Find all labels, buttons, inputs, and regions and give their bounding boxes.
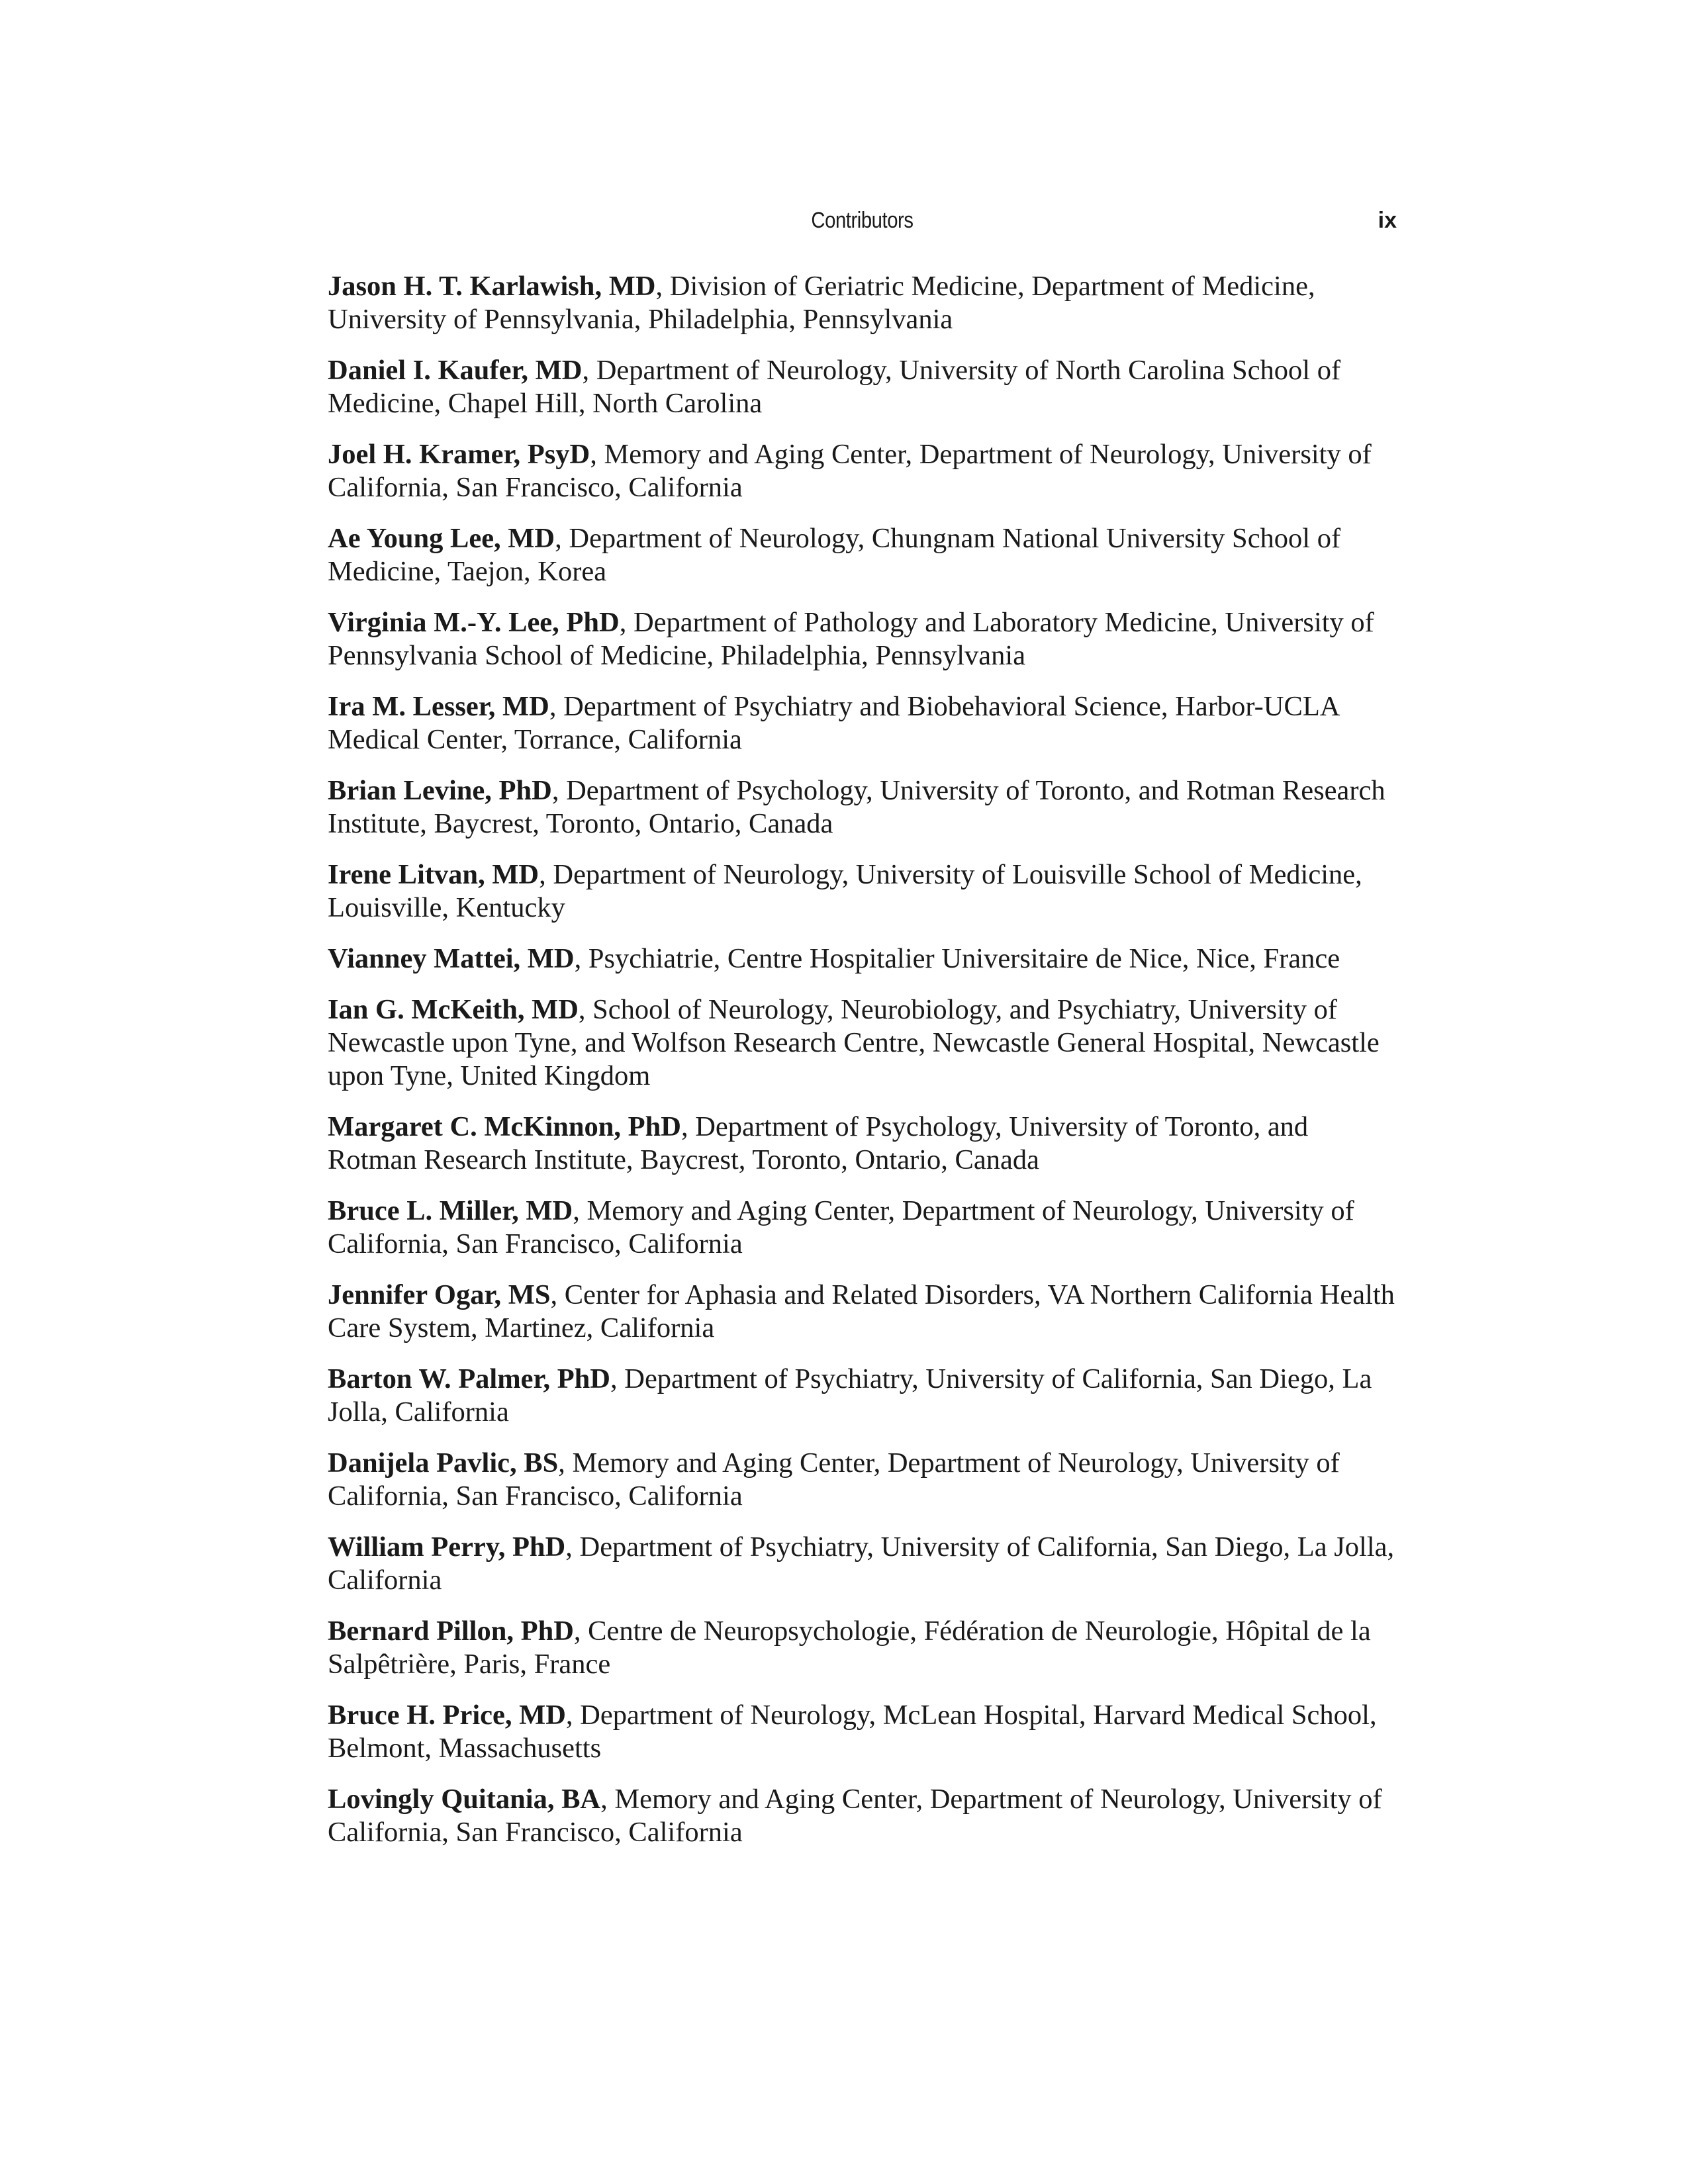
contributor-affiliation: , Division of Geriatric Medicine, Department of Medicine, University of Pennsylvania, Philadelphia, Pennsylvania (328, 271, 1315, 335)
contributor-entry (328, 690, 1397, 756)
contributor-affiliation: , Department of Psychiatry, University of California, San Diego, La Jolla, California (328, 1363, 1372, 1428)
contributor-affiliation: , Department of Psychiatry, University of California, San Diego, La Jolla, California (328, 1531, 1395, 1596)
contributor-name: Margaret C. McKinnon, PhD (328, 1111, 681, 1142)
page-number: ix (1378, 208, 1397, 233)
contributor-name: Vianney Mattei, MD (328, 943, 575, 974)
contributor-entry (328, 1363, 1397, 1429)
contributor-entry (328, 438, 1397, 504)
contributor-affiliation: , Department of Psychology, University of Toronto, and Rotman Research Institute, Baycrest, Toronto, Ontario, Canada (328, 775, 1385, 839)
contributor-entry (328, 774, 1397, 841)
contributor-name: Ae Young Lee, MD (328, 523, 555, 554)
contributor-entry (328, 270, 1397, 336)
contributor-name: Lovingly Quitania, BA (328, 1784, 601, 1815)
contributor-name: Brian Levine, PhD (328, 775, 552, 806)
contributor-entry (328, 1615, 1397, 1681)
contributor-entry (328, 1111, 1397, 1177)
contributor-name: Danijela Pavlic, BS (328, 1447, 559, 1479)
contributor-affiliation: , Department of Pathology and Laboratory Medicine, University of Pennsylvania School of Medicine, Philadelphia, Pennsylvania (328, 607, 1374, 671)
contributor-affiliation: , Department of Neurology, McLean Hospital, Harvard Medical School, Belmont, Massachusetts (328, 1700, 1377, 1764)
contributor-affiliation: , Department of Neurology, University of North Carolina School of Medicine, Chapel Hill, North Carolina (328, 355, 1341, 419)
contributor-entry (328, 942, 1397, 976)
contributor-entry (328, 354, 1397, 420)
contributor-name: Daniel I. Kaufer, MD (328, 355, 583, 386)
contributor-name: Virginia M.-Y. Lee, PhD (328, 607, 620, 638)
contributor-name: Jason H. T. Karlawish, MD (328, 271, 656, 302)
running-title: Contributors (811, 208, 914, 233)
contributor-affiliation: , Memory and Aging Center, Department of Neurology, University of California, San Francisco, California (328, 1447, 1340, 1512)
contributor-entry (328, 1195, 1397, 1261)
contributor-entry (328, 993, 1397, 1093)
contributor-affiliation: , Centre de Neuropsychologie, Fédération de Neurologie, Hôpital de la Salpêtrière, Paris, France (328, 1615, 1371, 1680)
contributor-list (328, 270, 1397, 1867)
contributor-affiliation: , Memory and Aging Center, Department of Neurology, University of California, San Francisco, California (328, 1195, 1354, 1259)
contributor-entry (328, 606, 1397, 672)
contributor-affiliation: , Memory and Aging Center, Department of Neurology, University of California, San Francisco, California (328, 1784, 1382, 1848)
contributor-affiliation: , Department of Psychiatry and Biobehavioral Science, Harbor-UCLA Medical Center, Torrance, California (328, 691, 1339, 755)
contributor-affiliation: , Department of Neurology, Chungnam National University School of Medicine, Taejon, Korea (328, 523, 1341, 587)
contributor-entry (328, 1447, 1397, 1513)
contributor-affiliation: , Memory and Aging Center, Department of Neurology, University of California, San Francisco, California (328, 439, 1372, 503)
contributor-entry (328, 1531, 1397, 1597)
contributor-entry (328, 1279, 1397, 1345)
contributor-affiliation: , School of Neurology, Neurobiology, and Psychiatry, University of Newcastle upon Tyne, and Wolfson Research Centre, Newcastle General Hospital, Newcastle upon Tyne, United Kingdom (328, 994, 1380, 1091)
contributor-name: Ira M. Lesser, MD (328, 691, 549, 722)
contributor-entry (328, 858, 1397, 925)
contributor-affiliation: , Department of Psychology, University of Toronto, and Rotman Research Institute, Baycrest, Toronto, Ontario, Canada (328, 1111, 1309, 1175)
contributor-name: Joel H. Kramer, PsyD (328, 439, 590, 470)
contributor-entry (328, 1783, 1397, 1849)
contributor-entry (328, 1699, 1397, 1765)
running-head (328, 208, 1397, 241)
contributor-name: Bernard Pillon, PhD (328, 1615, 574, 1647)
contributor-name: Jennifer Ogar, MS (328, 1279, 551, 1310)
contributor-name: Irene Litvan, MD (328, 859, 539, 890)
contributor-name: Barton W. Palmer, PhD (328, 1363, 610, 1394)
contributor-name: William Perry, PhD (328, 1531, 566, 1563)
contributor-affiliation: , Center for Aphasia and Related Disorders, VA Northern California Health Care System, Martinez, California (328, 1279, 1395, 1343)
contributor-entry (328, 522, 1397, 588)
contributor-affiliation: , Psychiatrie, Centre Hospitalier Universitaire de Nice, Nice, France (574, 943, 1340, 974)
contributor-name: Bruce L. Miller, MD (328, 1195, 573, 1226)
contributor-name: Bruce H. Price, MD (328, 1700, 566, 1731)
contributor-name: Ian G. McKeith, MD (328, 994, 579, 1025)
contributor-affiliation: , Department of Neurology, University of Louisville School of Medicine, Louisville, Kentucky (328, 859, 1362, 923)
